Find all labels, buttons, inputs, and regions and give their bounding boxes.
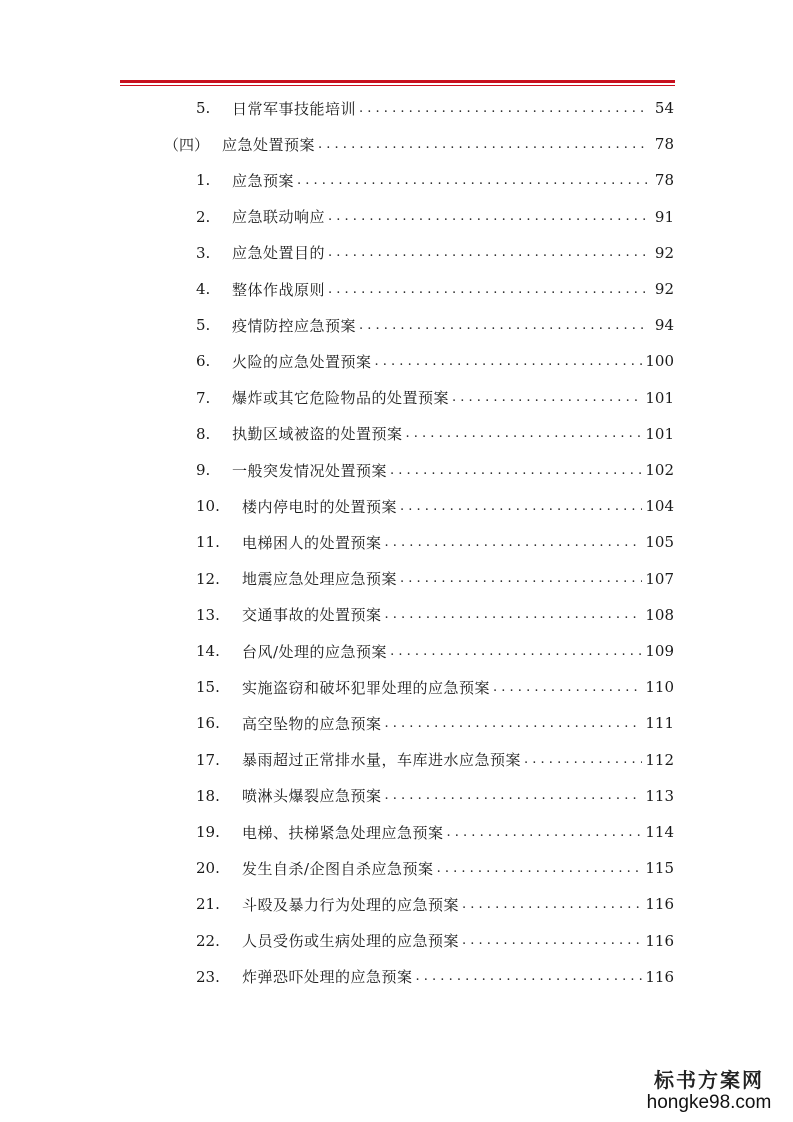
toc-entry-title: 喷淋头爆裂应急预案: [242, 787, 382, 806]
toc-leader-dots: [385, 788, 643, 803]
toc-entry[interactable]: [196, 820, 674, 844]
toc-entry-number: 22.: [196, 931, 220, 950]
toc-entry-title: 应急预案: [232, 171, 295, 190]
toc-entry-number: 21.: [196, 895, 220, 914]
toc-entry[interactable]: [196, 892, 674, 916]
toc-leader-dots: [328, 209, 649, 224]
toc-entry-title: 整体作战原则: [232, 280, 326, 299]
toc-entry[interactable]: [196, 205, 674, 229]
toc-entry-title: 日常军事技能培训: [232, 99, 357, 118]
toc-entry[interactable]: [196, 675, 674, 699]
header-rule-thin: [120, 85, 675, 86]
toc-entry-page: 116: [645, 931, 674, 950]
toc-entry-number: 20.: [196, 859, 220, 878]
toc-leader-dots: [437, 861, 643, 876]
toc-entry-title: 地震应急处理应急预案: [242, 570, 398, 589]
toc-entry[interactable]: [196, 349, 674, 373]
toc-entry-title: 斗殴及暴力行为处理的应急预案: [242, 895, 460, 914]
toc-entry-page: 92: [654, 280, 674, 298]
toc-leader-dots: [390, 463, 642, 478]
toc-entry[interactable]: [196, 241, 674, 265]
toc-entry[interactable]: [196, 748, 674, 772]
toc-entry[interactable]: [196, 530, 674, 554]
toc-entry-page: 78: [654, 135, 674, 154]
toc-entry[interactable]: [196, 458, 674, 482]
watermark-url: hongke98.com: [646, 1092, 772, 1113]
toc-entry-title: 应急处置预案: [222, 135, 316, 154]
toc-leader-dots: [524, 752, 642, 767]
toc-leader-dots: [385, 607, 643, 622]
header-rule-thick: [120, 80, 675, 83]
toc-entry-page: 102: [645, 461, 674, 479]
toc-entry-title: 台风/处理的应急预案: [242, 642, 388, 661]
toc-entry-number: 11.: [196, 533, 220, 552]
toc-entry-title: 实施盗窃和破坏犯罪处理的应急预案: [242, 678, 491, 697]
toc-leader-dots: [359, 101, 649, 116]
toc-entry-page: 78: [654, 171, 674, 190]
toc-entry-number: 23.: [196, 967, 220, 986]
toc-entry-page: 105: [645, 533, 674, 552]
toc-leader-dots: [297, 173, 649, 188]
toc-entry-title: 应急处置目的: [232, 244, 326, 263]
toc-entry-title: 执勤区域被盗的处置预案: [232, 425, 403, 444]
toc-entry-number: 14.: [196, 642, 220, 660]
toc-entry[interactable]: [196, 965, 674, 989]
toc-entry-title: 暴雨超过正常排水量，车库进水应急预案: [242, 751, 522, 770]
toc-entry-number: 3.: [196, 243, 211, 262]
toc-entry-title: 炸弹恐吓处理的应急预案: [242, 968, 413, 987]
toc-entry[interactable]: [196, 277, 674, 301]
toc-entry-page: 112: [645, 750, 674, 769]
toc-entry-title: 交通事故的处置预案: [242, 606, 382, 625]
toc-entry[interactable]: [196, 567, 674, 591]
toc-entry-number: 16.: [196, 714, 220, 733]
toc-leader-dots: [462, 933, 642, 948]
toc-entry-number: 13.: [196, 605, 220, 624]
toc-entry[interactable]: [196, 603, 674, 627]
toc-leader-dots: [493, 680, 642, 695]
toc-entry-page: 100: [645, 352, 674, 371]
toc-leader-dots: [328, 282, 649, 297]
toc-leader-dots: [359, 318, 649, 333]
toc-entry[interactable]: [196, 639, 674, 663]
toc-entry-title: 疫情防控应急预案: [232, 316, 357, 335]
toc-entry-page: 104: [645, 497, 674, 516]
toc-entry-title: 人员受伤或生病处理的应急预案: [242, 932, 460, 951]
toc-entry-page: 113: [645, 786, 674, 805]
toc-entry-number: 1.: [196, 171, 211, 190]
toc-entry-page: 116: [645, 967, 674, 986]
toc-entry-page: 54: [654, 99, 674, 117]
toc-entry-page: 108: [645, 605, 674, 624]
watermark-name: 标书方案网: [654, 1068, 764, 1092]
toc-leader-dots: [400, 499, 642, 514]
toc-entry-number: 10.: [196, 497, 220, 516]
toc-leader-dots: [447, 825, 643, 840]
toc-entry-title: 爆炸或其它危险物品的处置预案: [232, 389, 450, 408]
toc-entry-page: 107: [645, 569, 674, 588]
toc-entry-number: 12.: [196, 569, 220, 588]
toc-leader-dots: [400, 571, 642, 586]
toc-leader-dots: [385, 716, 643, 731]
toc-leader-dots: [452, 390, 642, 405]
toc-entry-page: 116: [645, 895, 674, 914]
toc-leader-dots: [328, 245, 649, 260]
toc-entry-number: 17.: [196, 750, 220, 769]
toc-entry[interactable]: [196, 313, 674, 337]
toc-entry-number: 6.: [196, 352, 211, 371]
toc-entry[interactable]: [196, 96, 674, 120]
toc-entry-number: 5.: [196, 99, 211, 117]
toc-entry-number: 4.: [196, 280, 211, 298]
toc-entry-number: 7.: [196, 388, 211, 407]
toc-entry-page: 111: [645, 714, 674, 733]
toc-entry-page: 92: [654, 243, 674, 262]
toc-entry-number: 19.: [196, 823, 220, 841]
toc-leader-dots: [318, 137, 649, 152]
toc-entry[interactable]: [196, 856, 674, 880]
toc-entry[interactable]: [196, 784, 674, 808]
toc-leader-dots: [385, 535, 643, 550]
toc-entry-page: 91: [654, 207, 674, 226]
toc-entry[interactable]: [196, 711, 674, 735]
toc-entry-number: 9.: [196, 461, 211, 479]
toc-entry[interactable]: [196, 494, 674, 518]
toc-entry-title: 发生自杀/企图自杀应急预案: [242, 859, 434, 878]
toc-entry[interactable]: [196, 168, 674, 192]
toc-entry-number: （四）: [164, 135, 210, 154]
toc-entry-title: 应急联动响应: [232, 208, 326, 227]
toc-entry-page: 101: [645, 424, 674, 443]
toc-entry-page: 110: [645, 678, 674, 697]
toc-entry-title: 电梯困人的处置预案: [242, 533, 382, 552]
toc-entry-number: 8.: [196, 424, 211, 443]
toc-entry-title: 楼内停电时的处置预案: [242, 497, 398, 516]
toc-entry-number: 18.: [196, 786, 220, 805]
toc-entry[interactable]: [196, 929, 674, 953]
watermark-logo: [639, 1068, 779, 1114]
toc-entry-page: 114: [645, 823, 674, 841]
toc-leader-dots: [375, 354, 643, 369]
toc-entry-page: 94: [654, 316, 674, 335]
toc-entry[interactable]: [164, 132, 674, 156]
toc-entry-number: 15.: [196, 678, 220, 697]
toc-entry[interactable]: [196, 386, 674, 410]
toc-entry-title: 电梯、扶梯紧急处理应急预案: [242, 823, 444, 842]
toc-leader-dots: [390, 644, 642, 659]
toc-leader-dots: [406, 426, 643, 441]
toc-entry[interactable]: [196, 422, 674, 446]
toc-leader-dots: [462, 897, 642, 912]
toc-entry-page: 115: [645, 859, 674, 878]
toc-leader-dots: [416, 969, 643, 984]
toc-entry-title: 火险的应急处置预案: [232, 352, 372, 371]
toc-entry-page: 109: [645, 642, 674, 660]
toc-entry-number: 2.: [196, 207, 211, 226]
toc-entry-title: 一般突发情况处置预案: [232, 461, 388, 480]
toc-entry-page: 101: [645, 388, 674, 407]
toc-entry-number: 5.: [196, 316, 211, 335]
toc-entry-title: 高空坠物的应急预案: [242, 714, 382, 733]
